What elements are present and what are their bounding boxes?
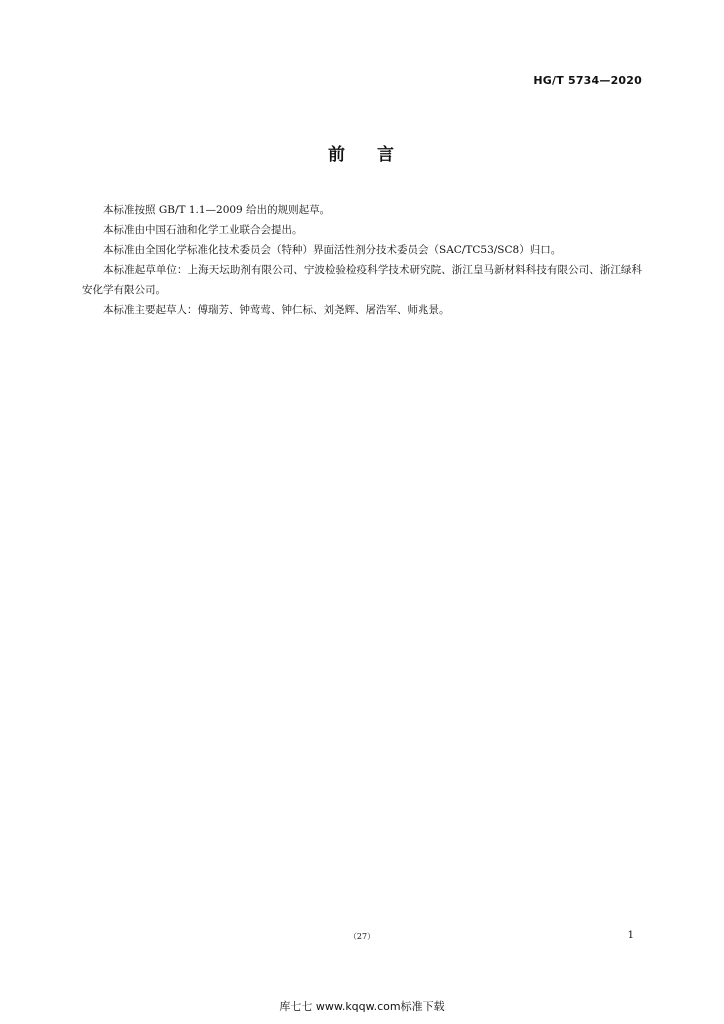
page-title (0, 140, 724, 165)
foreword-body (82, 200, 642, 320)
paragraph-drafting-rules: 本标准按照 GB/T 1.1—2009 给出的规则起草。 (103, 204, 331, 216)
paragraph-drafters: 本标准主要起草人：傅瑞芳、钟莺莺、钟仁标、刘尧辉、屠浩军、师兆景。 (103, 304, 450, 316)
title-part-1: 前 (328, 145, 347, 165)
page-number: 1 (627, 930, 634, 941)
download-watermark: 库七七 www.kqqw.com标准下载 (279, 1000, 445, 1013)
paragraph-drafting-units: 本标准起草单位：上海天坛助剂有限公司、宁波检验检疫科学技术研究院、浙江皇马新材料科技有限公司、浙江绿科安化学有限公司。 (82, 264, 642, 296)
paragraph-committee: 本标准由全国化学标准化技术委员会（特种）界面活性剂分技术委员会（SAC/TC53/SC8）归口。 (103, 244, 562, 256)
page-mark: （27） (348, 932, 376, 941)
title-part-2: 言 (377, 145, 396, 165)
standard-code: HG/T 5734—2020 (533, 74, 642, 87)
paragraph-proposer: 本标准由中国石油和化学工业联合会提出。 (103, 224, 303, 236)
